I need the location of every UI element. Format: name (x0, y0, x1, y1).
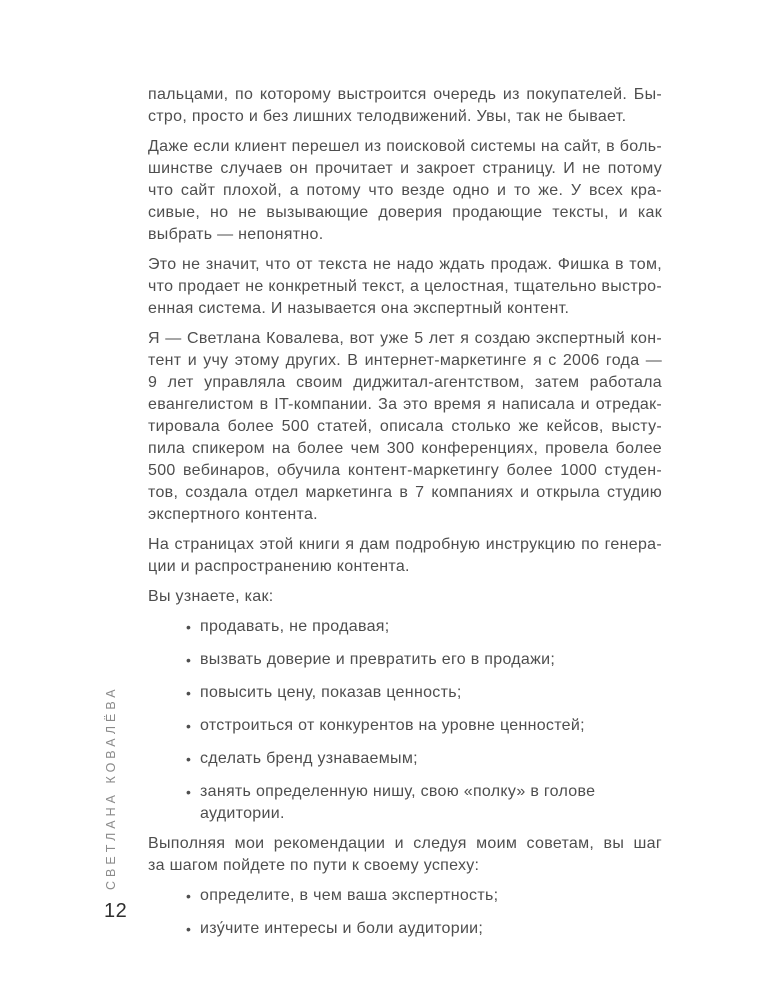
bullet-item-text: определите, в чем ваша экспертность; (200, 887, 499, 904)
paragraph-line: 500 вебинаров, обучила контент-маркетингу более 1000 студен- (148, 462, 662, 479)
paragraph (148, 534, 662, 578)
paragraph (148, 833, 662, 877)
bullet-item (148, 649, 662, 671)
bullet-item (148, 616, 662, 638)
bullet-dot-icon: • (186, 921, 192, 937)
paragraph-line: что сайт плохой, а потому что везде одно и то же. У всех кра- (148, 182, 662, 199)
paragraph-line: тировала более 500 статей, описала столько же кейсов, высту- (148, 418, 662, 435)
bullet-item (148, 748, 662, 770)
bullet-item (148, 885, 662, 907)
bullet-dot-icon: • (186, 784, 192, 800)
paragraph-line: сивые, но не вызывающие доверия продающие тексты, и как (148, 204, 662, 221)
paragraph-line: за шагом пойдете по пути к своему успеху: (148, 857, 480, 874)
paragraph-line: ции и распространению контента. (148, 558, 410, 575)
bullet-dot-icon: • (186, 751, 192, 767)
paragraph-line: тов, создала отдел маркетинга в 7 компаниях и открыла студию (148, 484, 662, 501)
paragraph-line: Даже если клиент перешел из поисковой системы на сайт, в боль- (148, 138, 662, 155)
bullet-item-text: отстроиться от конкурентов на уровне ценностей; (200, 717, 585, 734)
bullet-dot-icon: • (186, 718, 192, 734)
paragraph-line: Это не значит, что от текста не надо ждать продаж. Фишка в том, (148, 256, 662, 273)
bullet-item-text: вызвать доверие и превратить его в продажи; (200, 651, 556, 668)
paragraph (148, 136, 662, 246)
paragraph (148, 254, 662, 320)
bullet-item (148, 781, 662, 825)
paragraph-line: шинстве случаев он прочитает и закроет страницу. И не потому (148, 160, 662, 177)
paragraph-line: пила спикером на более чем 300 конференциях, провела более (148, 440, 662, 457)
paragraph-line: экспертного контента. (148, 506, 318, 523)
bullet-item-text: изу́чите интересы и боли аудитории; (200, 920, 484, 937)
author-vertical-label: СВЕТЛАНА КОВАЛЁВА (104, 685, 118, 890)
bullet-list (148, 616, 662, 825)
bullet-item (148, 715, 662, 737)
bullet-list (148, 885, 662, 940)
paragraph-line: пальцами, по которому выстроится очередь из покупателей. Бы- (148, 86, 662, 103)
paragraph-line: евангелистом в IT-компании. За это время я написала и отредак- (148, 396, 662, 413)
paragraph-line: 9 лет управляла своим диджитал-агентством, затем работала (148, 374, 662, 391)
bullet-item (148, 918, 662, 940)
bullet-item-text: повысить цену, показав ценность; (200, 684, 462, 701)
paragraph-line: Выполняя мои рекомендации и следуя моим советам, вы шаг (148, 835, 662, 852)
bullet-dot-icon: • (186, 888, 192, 904)
bullet-dot-icon: • (186, 685, 192, 701)
paragraph (148, 586, 662, 608)
bullet-item-text: продавать, не продавая; (200, 618, 390, 635)
bullet-item-text: занять определенную нишу, свою «полку» в голове аудитории. (200, 783, 596, 822)
author-vertical-wrap (99, 658, 125, 890)
paragraph-line: Я — Светлана Ковалева, вот уже 5 лет я создаю экспертный кон- (148, 330, 662, 347)
bullet-dot-icon: • (186, 652, 192, 668)
paragraph-line: тент и учу этому других. В интернет-маркетинге я с 2006 года — (148, 352, 662, 369)
paragraph-line: выбрать — непонятно. (148, 226, 324, 243)
page-number: 12 (104, 900, 128, 922)
paragraph-line: На страницах этой книги я дам подробную инструкцию по генера- (148, 536, 662, 553)
paragraph (148, 328, 662, 526)
bullet-dot-icon: • (186, 619, 192, 635)
paragraph-line: стро, просто и без лишних телодвижений. Увы, так не бывает. (148, 108, 627, 125)
bullet-item (148, 682, 662, 704)
paragraph (148, 84, 662, 128)
bullet-item-text: сделать бренд узнаваемым; (200, 750, 418, 767)
paragraph-line: Вы узнаете, как: (148, 588, 274, 605)
paragraph-line: енная система. И называется она экспертный контент. (148, 300, 570, 317)
paragraph-line: что продает не конкретный текст, а целостная, тщательно выстро- (148, 278, 662, 295)
page-content (148, 84, 662, 948)
